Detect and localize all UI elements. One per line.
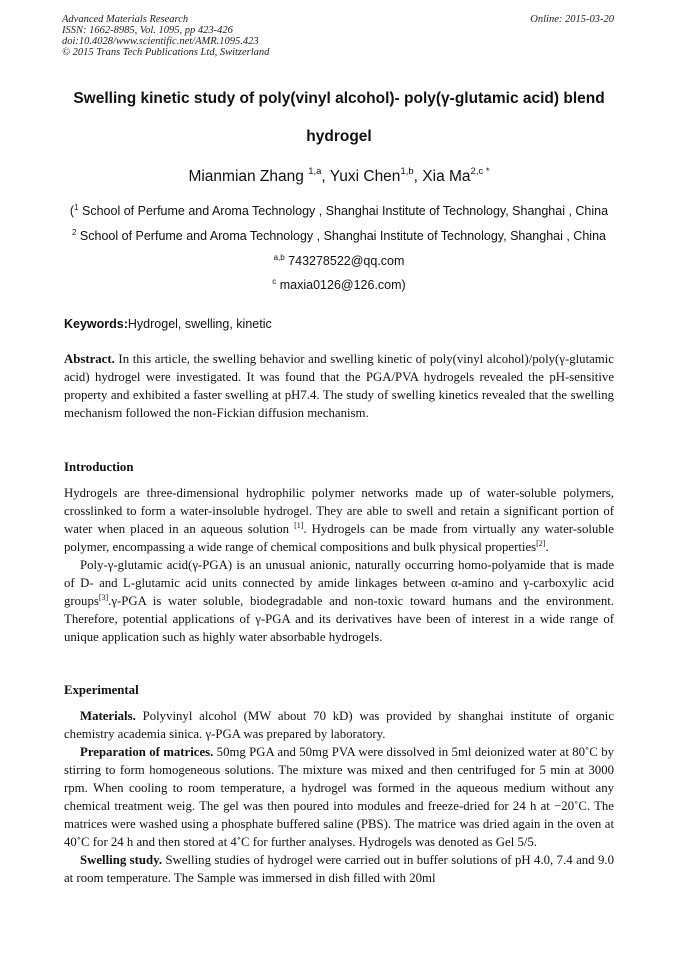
email-text: 743278522@qq.com xyxy=(284,254,405,268)
email-mark: a,b xyxy=(273,253,285,262)
swelling-paragraph xyxy=(64,851,614,887)
author-name: Yuxi Chen xyxy=(329,168,401,185)
affiliation-text: School of Perfume and Aroma Technology , Shanghai Institute of Technology, Shanghai , China xyxy=(78,204,609,218)
issn-line: ISSN: 1662-8985, Vol. 1095, pp 423-426 xyxy=(62,25,233,36)
paragraph-text: . Hydrogels can be made from virtually any water-soluble polymer, encompassing a wide range of chemical compositions and bulk physical properties xyxy=(64,522,614,554)
email-2 xyxy=(0,277,678,292)
introduction-body xyxy=(64,484,614,646)
author-name: Mianmian Zhang xyxy=(188,168,309,185)
author-affil-mark: 2,c * xyxy=(470,166,490,177)
paragraph-text: . xyxy=(545,540,549,554)
introduction-heading: Introduction xyxy=(64,460,134,474)
abstract-label: Abstract. xyxy=(64,352,115,366)
materials-label: Materials. xyxy=(80,709,136,723)
preparation-paragraph xyxy=(64,743,614,851)
swelling-label: Swelling study. xyxy=(80,853,163,867)
abstract-text: In this article, the swelling behavior and swelling kinetic of poly(vinyl alcohol)/poly(γ-glutamic acid) hydrogel were investigated. It was found that the PGA/PVA hydrogels revealed the pH-sensitive property and exhibited a faster swelling at pH7.4. The study of swelling kinetics revealed that the swelling mechanism followed the non-Fickian diffusion mechanism. xyxy=(64,352,614,420)
author-name: Xia Ma xyxy=(422,168,471,185)
email-1 xyxy=(0,253,678,268)
copyright-line: © 2015 Trans Tech Publications Ltd, Switzerland xyxy=(62,47,270,58)
affiliation-text: School of Perfume and Aroma Technology , Shanghai Institute of Technology, Shanghai , China xyxy=(76,229,606,243)
affiliation-mark: 2 xyxy=(72,228,77,237)
email-mark: c xyxy=(272,277,277,286)
doi-line: doi:10.4028/www.scientific.net/AMR.1095.423 xyxy=(62,36,259,47)
citation-ref: [3] xyxy=(98,593,109,602)
paragraph-text: Swelling studies of hydrogel were carried out in buffer solutions of pH 4.0, 7.4 and 9.0 at room temperature. The Sample was immersed in dish filled with 20ml xyxy=(64,853,614,885)
intro-paragraph-2 xyxy=(64,556,614,646)
preparation-label: Preparation of matrices. xyxy=(80,745,214,759)
materials-paragraph xyxy=(64,707,614,743)
author-separator: , xyxy=(321,168,330,185)
affiliation-paren: ( xyxy=(69,204,75,218)
keywords-label: Keywords: xyxy=(64,317,128,331)
email-text: maxia0126@126.com) xyxy=(276,278,406,292)
experimental-body xyxy=(64,707,614,887)
keywords xyxy=(64,317,272,331)
paragraph-text: 50mg PGA and 50mg PVA were dissolved in 5ml deionized water at 80˚C by stirring to form homogeneous solutions. The mixture was mixed and then centrifuged for 5 min at 3000 rpm. When cooling to room temperature, a hydrogel was formed in the aqueous medium without any chemical treatment weig. The gel was then poured into modules and freeze-dried for 24 h at −20˚C. The matrices were washed using a phosphate buffered saline (PBS). The matrice was dried again in the oven at 40˚C for 24 h and then stored at 4˚C for further analyses. Hydrogels was denoted as Gel 5/5. xyxy=(64,745,614,849)
author-affil-mark: 1,b xyxy=(400,166,414,177)
paragraph-text: Hydrogels are three-dimensional hydrophilic polymer networks made up of water-soluble polymers, crosslinked to form a water-insoluble hydrogel. They are able to swell and retain a significant portion of water when placed in an aqueous solution xyxy=(64,486,614,536)
journal-name: Advanced Materials Research xyxy=(62,14,189,25)
paragraph-text: Polyvinyl alcohol (MW about 70 kD) was provided by shanghai institute of organic chemistry academia sinica. γ-PGA was prepared by laboratory. xyxy=(64,709,614,741)
paragraph-text: .γ-PGA is water soluble, biodegradable and non-toxic toward humans and the environment. Therefore, potential applications of γ-PGA and its derivatives have been of interest in a wide range of unique application such as highly water absorbable hydrogels. xyxy=(64,594,614,644)
experimental-heading: Experimental xyxy=(64,683,139,697)
affiliation-mark: 1 xyxy=(74,203,79,212)
author-list xyxy=(0,166,678,186)
affiliation-1 xyxy=(0,203,678,218)
abstract xyxy=(64,350,614,422)
paper-title-line1: Swelling kinetic study of poly(vinyl alcohol)- poly(γ-glutamic acid) blend xyxy=(73,90,605,107)
paragraph-text: Poly-γ-glutamic acid(γ-PGA) is an unusual anionic, naturally occurring homo-polyamide that is made of D- and L-glutamic acid units connected by amide linkages between α-amino and γ-carboxylic acid groups xyxy=(64,558,614,608)
keywords-text: Hydrogel, swelling, kinetic xyxy=(127,317,272,331)
author-separator: , xyxy=(413,168,423,185)
citation-ref: [2] xyxy=(536,539,546,548)
citation-ref: [1] xyxy=(294,521,304,530)
author-affil-mark: 1,a xyxy=(308,166,322,177)
journal-header xyxy=(62,14,269,58)
intro-paragraph-1 xyxy=(64,484,614,556)
paper-title-line2: hydrogel xyxy=(306,128,372,145)
online-date: Online: 2015-03-20 xyxy=(530,14,614,25)
affiliation-2 xyxy=(0,228,678,243)
